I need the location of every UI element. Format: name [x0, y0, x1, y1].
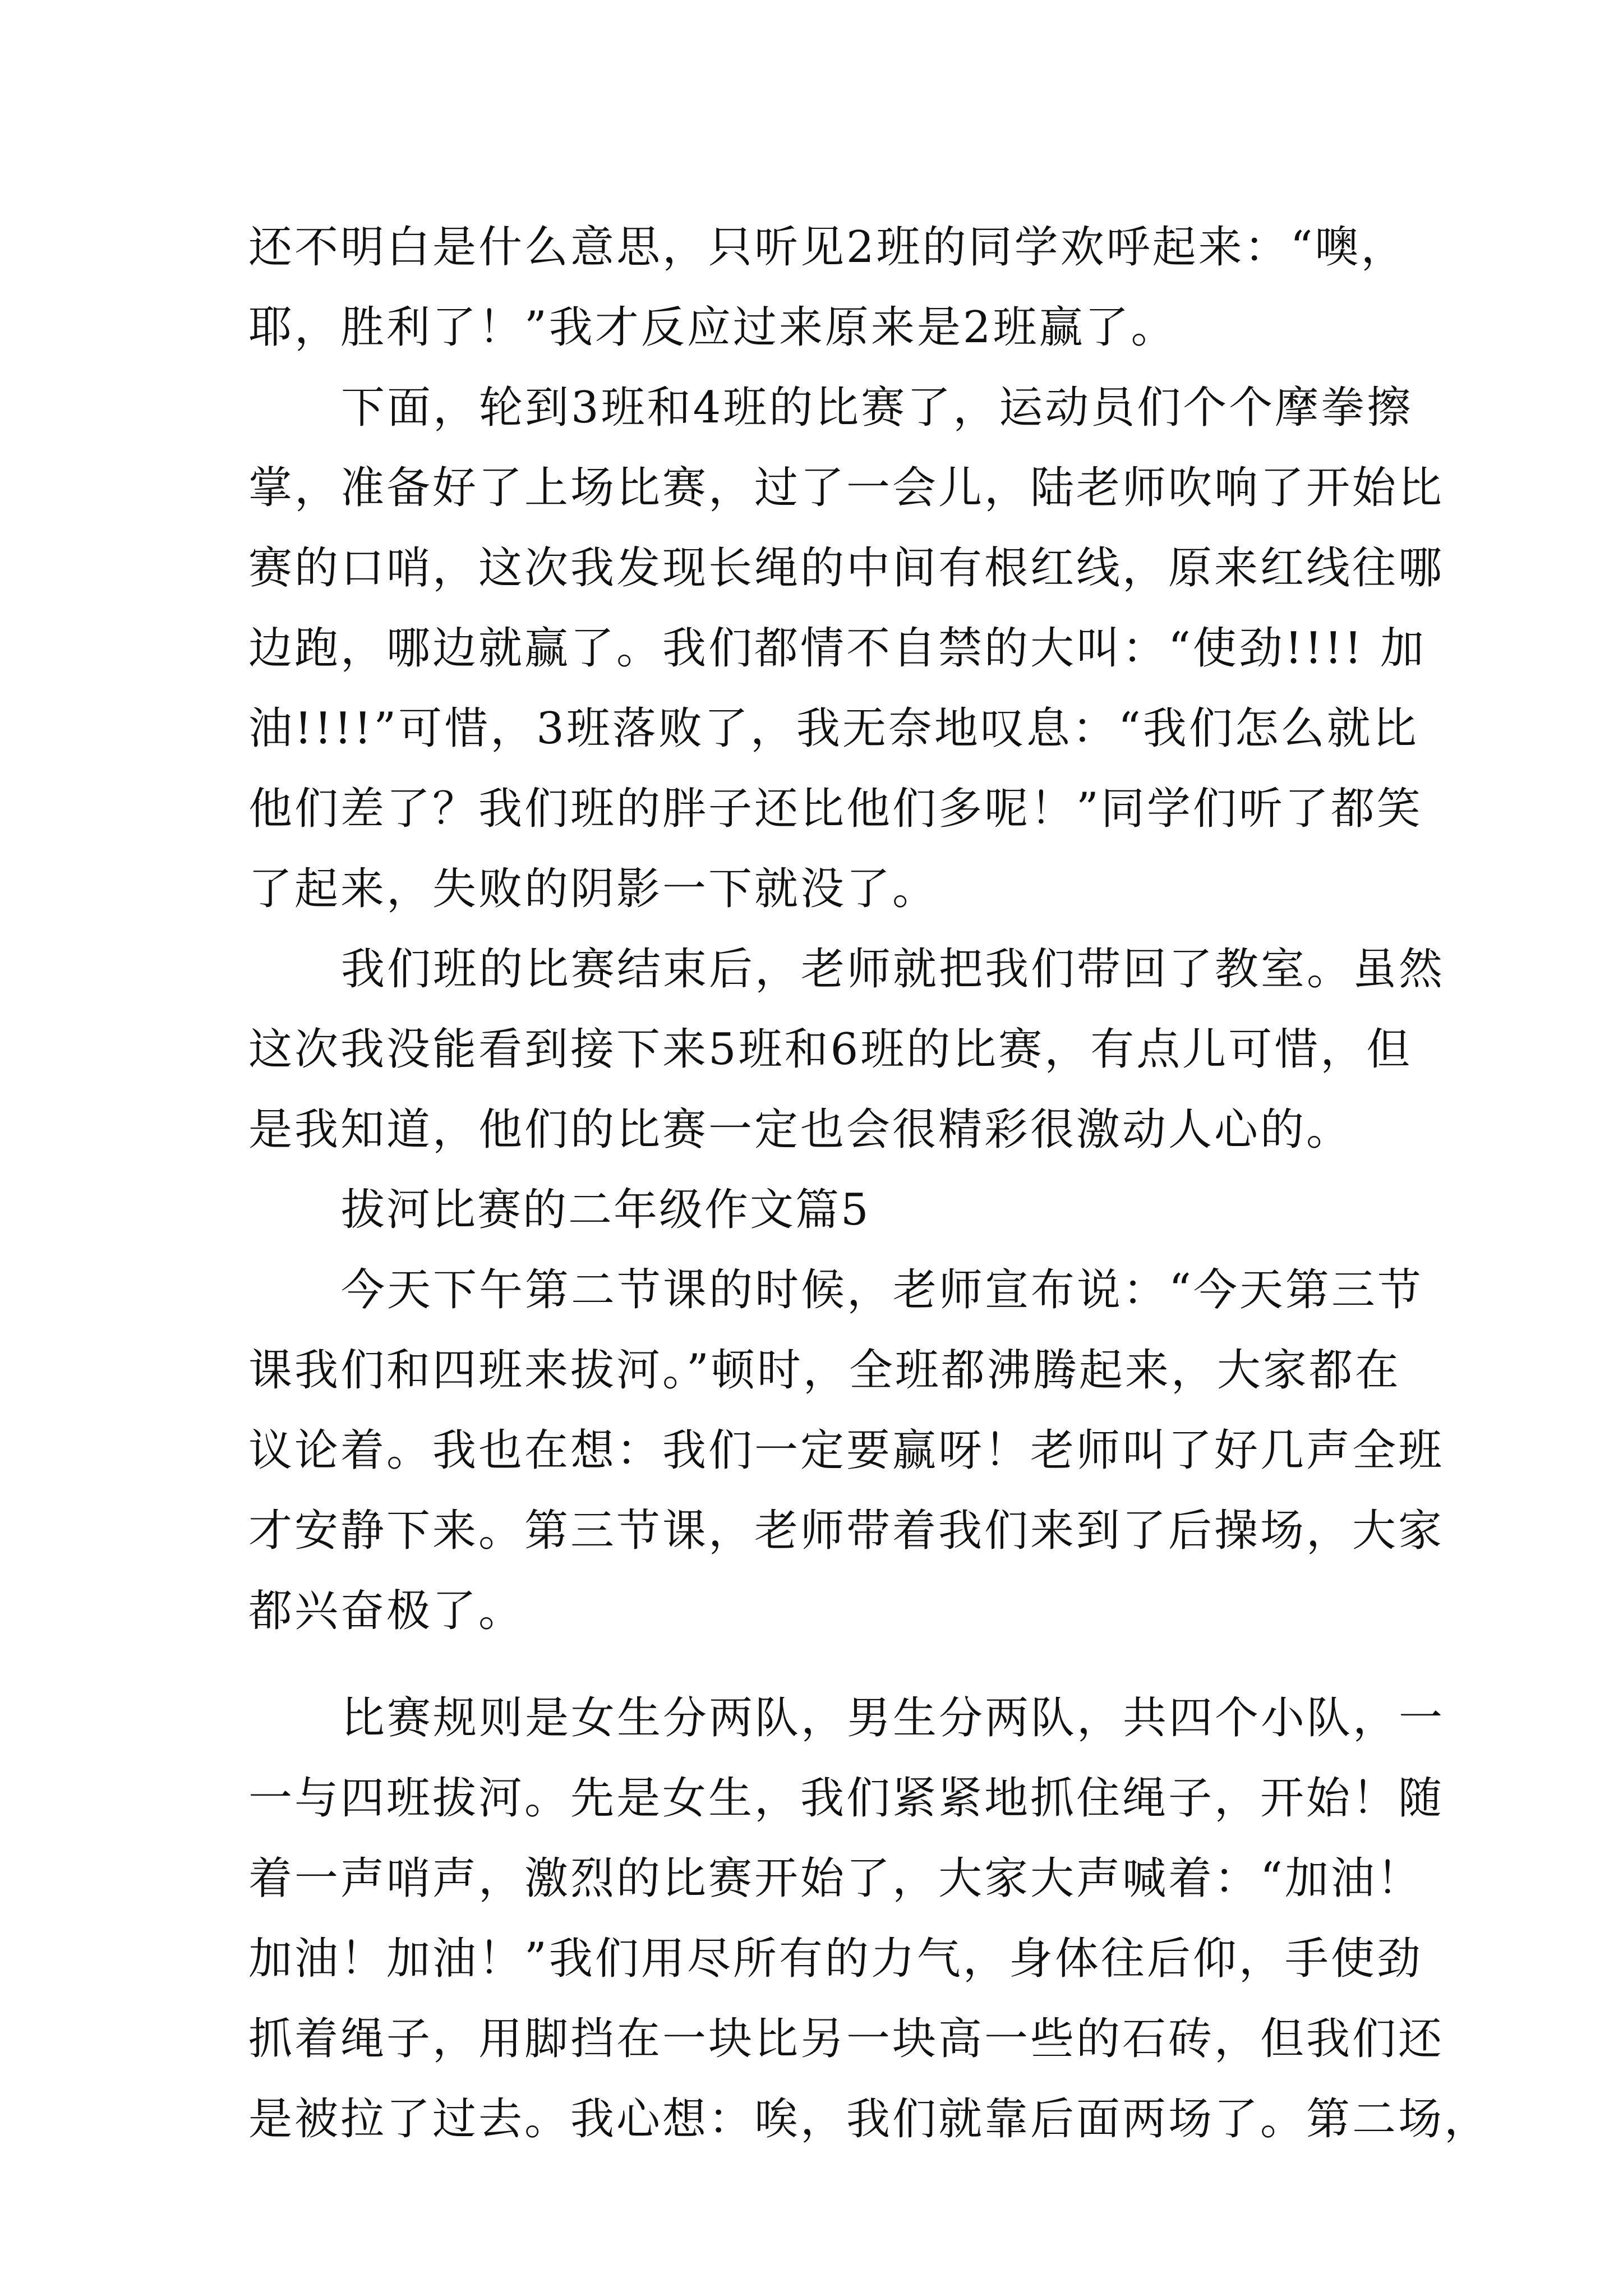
paragraph	[248, 368, 1445, 930]
paragraph	[248, 1250, 1445, 1651]
text-line: 今天下午第二节课的时候，老师宣布说：“今天第三节	[341, 1265, 1423, 1315]
text-line: 这次我没能看到接下来5班和6班的比赛，有点儿可惜，但	[248, 1024, 1413, 1075]
text-line: 我们班的比赛结束后，老师就把我们带回了教室。虽然	[341, 944, 1445, 995]
paragraph-spacer	[248, 1651, 1393, 1678]
text-line: 他们差了？我们班的胖子还比他们多呢！”同学们听了都笑	[248, 784, 1423, 834]
text-line: 边跑，哪边就赢了。我们都情不自禁的大叫：“使劲!!!! 加	[248, 623, 1427, 674]
text-line: 议论着。我也在想：我们一定要赢呀！老师叫了好几声全班	[248, 1425, 1445, 1476]
section-heading	[248, 1170, 1393, 1250]
article-body	[248, 208, 1491, 2160]
text-line: 都兴奋极了。	[248, 1586, 525, 1636]
text-line: 是我知道，他们的比赛一定也会很精彩很激动人心的。	[248, 1105, 1353, 1155]
heading-text: 拔河比赛的二年级作文篇5	[341, 1185, 870, 1235]
text-line: 抓着绳子，用脚挡在一块比另一块高一些的石砖，但我们还	[248, 2014, 1445, 2064]
text-line: 是被拉了过去。我心想：唉，我们就靠后面两场了。第二场，	[248, 2094, 1491, 2145]
paragraph	[248, 930, 1445, 1170]
text-line: 掌，准备好了上场比赛，过了一会儿，陆老师吹响了开始比	[248, 463, 1445, 513]
text-line: 一与四班拔河。先是女生，我们紧紧地抓住绳子，开始！随	[248, 1773, 1445, 1824]
text-line: 比赛规则是女生分两队，男生分两队，共四个小队，一	[341, 1693, 1445, 1743]
text-line: 下面，轮到3班和4班的比赛了，运动员们个个摩拳擦	[341, 383, 1413, 433]
paragraph	[248, 208, 1407, 368]
text-line: 耶，胜利了！”我才反应过来原来是2班赢了。	[248, 302, 1177, 353]
text-line: 课我们和四班来拔河。”顿时，全班都沸腾起来，大家都在	[248, 1345, 1401, 1396]
text-line: 着一声哨声，激烈的比赛开始了，大家大声喊着：“加油！	[248, 1853, 1423, 1904]
text-line: 才安静下来。第三节课，老师带着我们来到了后操场，大家	[248, 1506, 1445, 1556]
text-line: 加油！加油！”我们用尽所有的力气，身体往后仰，手使劲	[248, 1934, 1423, 1984]
text-line: 赛的口哨，这次我发现长绳的中间有根红线，原来红线往哪	[248, 543, 1445, 593]
text-line: 还不明白是什么意思，只听见2班的同学欢呼起来：“噢，	[248, 222, 1407, 273]
paragraph	[248, 1678, 1491, 2160]
text-line: 了起来，失败的阴影一下就没了。	[248, 864, 939, 914]
text-line: 油!!!!”可惜，3班落败了，我无奈地叹息：“我们怎么就比	[248, 703, 1419, 754]
